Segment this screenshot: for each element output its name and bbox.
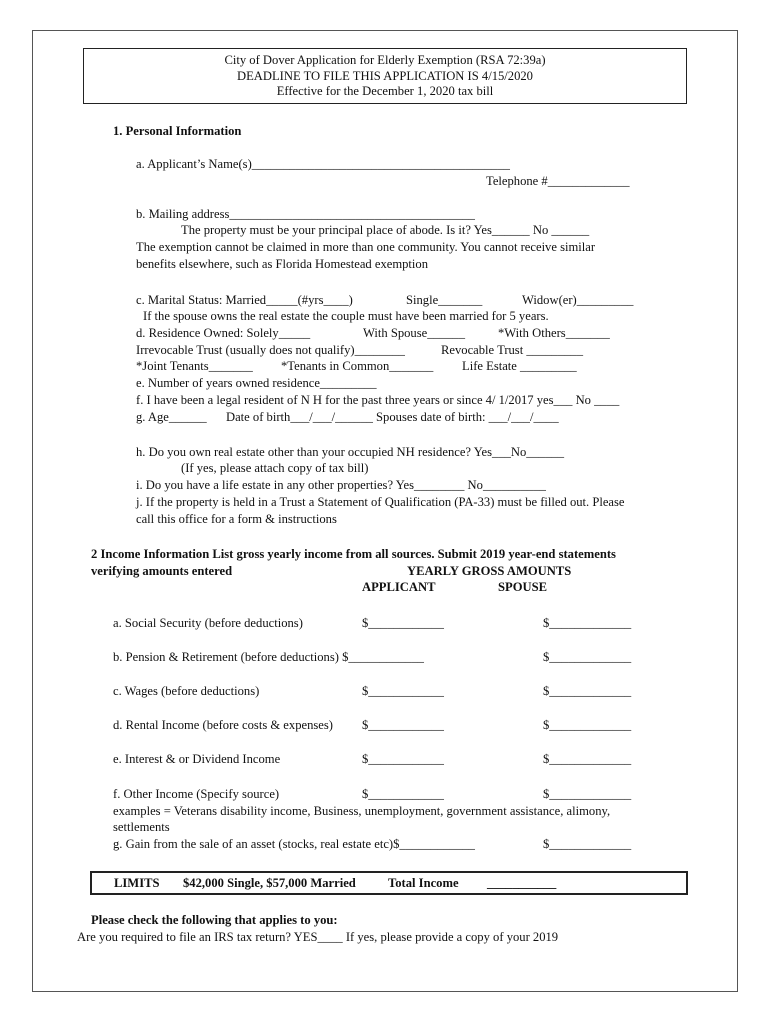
spouse-amount-field[interactable]: $_____________	[543, 837, 632, 851]
spouse-note: If the spouse owns the real estate the couple must have been married for 5 years.	[143, 309, 549, 323]
exemption-note-2: benefits elsewhere, such as Florida Homestead exemption	[136, 257, 429, 271]
income-row-gain[interactable]: g. Gain from the sale of an asset (stocks, real estate etc)$____________	[113, 837, 475, 851]
telephone-field[interactable]: Telephone #_____________	[486, 174, 630, 188]
marital-single-field[interactable]: Single_______	[406, 293, 483, 307]
other-income-examples: examples = Veterans disability income, Business, unemployment, government assistance, alimony,	[113, 804, 611, 818]
spouse-amount-field[interactable]: $_____________	[543, 718, 632, 732]
spouse-amount-field[interactable]: $_____________	[543, 684, 632, 698]
revocable-trust-field[interactable]: Revocable Trust _________	[441, 343, 584, 357]
other-income-examples-2: settlements	[113, 820, 170, 834]
dob-field[interactable]: Date of birth___/___/______ Spouses date of birth: ___/___/____	[226, 410, 559, 424]
life-estate-question[interactable]: i. Do you have a life estate in any other properties? Yes________ No__________	[136, 478, 546, 492]
income-row-wages: c. Wages (before deductions)	[113, 684, 260, 698]
limits-label: LIMITS	[114, 876, 160, 890]
spouse-column-header: SPOUSE	[498, 580, 547, 594]
spouse-amount-field[interactable]: $_____________	[543, 650, 632, 664]
marital-married-field[interactable]: c. Marital Status: Married_____(#yrs____)	[136, 293, 353, 307]
trust-statement-note: j. If the property is held in a Trust a Statement of Qualification (PA-33) must be filled out. Please	[136, 495, 625, 509]
income-row-social-security: a. Social Security (before deductions)	[113, 616, 303, 630]
spouse-amount-field[interactable]: $_____________	[543, 752, 632, 766]
limits-box	[90, 871, 688, 895]
irrevocable-trust-field[interactable]: Irrevocable Trust (usually does not qualify)________	[136, 343, 405, 357]
marital-widow-field[interactable]: Widow(er)_________	[522, 293, 634, 307]
income-row-other: f. Other Income (Specify source)	[113, 787, 280, 801]
applicant-amount-field[interactable]: $____________	[362, 684, 444, 698]
applicant-amount-field[interactable]: $____________	[362, 752, 444, 766]
section-2-subtitle: verifying amounts entered	[91, 564, 233, 578]
applicant-amount-field[interactable]: $____________	[362, 718, 444, 732]
residence-spouse-field[interactable]: With Spouse______	[363, 326, 465, 340]
spouse-amount-field[interactable]: $_____________	[543, 787, 632, 801]
applicant-amount-field[interactable]: $____________	[362, 787, 444, 801]
limits-amounts: $42,000 Single, $57,000 Married	[183, 876, 356, 890]
life-estate-field[interactable]: Life Estate _________	[462, 359, 577, 373]
residence-others-field[interactable]: *With Others_______	[498, 326, 610, 340]
applicant-column-header: APPLICANT	[362, 580, 436, 594]
tenants-common-field[interactable]: *Tenants in Common_______	[281, 359, 434, 373]
age-field[interactable]: g. Age______	[136, 410, 207, 424]
title-line-3: Effective for the December 1, 2020 tax bill	[276, 84, 494, 98]
applicant-amount-field[interactable]: $____________	[362, 616, 444, 630]
legal-resident-field[interactable]: f. I have been a legal resident of N H for the past three years or since 4/ 1/2017 yes___ No ____	[136, 393, 620, 407]
income-row-interest: e. Interest & or Dividend Income	[113, 752, 281, 766]
mailing-address-field[interactable]: b. Mailing address_______________________________________	[136, 207, 475, 221]
section-1-title: 1. Personal Information	[113, 124, 242, 138]
spouse-amount-field[interactable]: $_____________	[543, 616, 632, 630]
title-box	[83, 48, 687, 104]
residence-solely-field[interactable]: d. Residence Owned: Solely_____	[136, 326, 311, 340]
principal-abode-question[interactable]: The property must be your principal place of abode. Is it? Yes______ No ______	[181, 223, 590, 237]
title-line-1: City of Dover Application for Elderly Exemption (RSA 72:39a)	[224, 53, 546, 67]
income-row-pension[interactable]: b. Pension & Retirement (before deductions) $____________	[113, 650, 424, 664]
trust-statement-note-2: call this office for a form & instructions	[136, 512, 337, 526]
yearly-gross-header: YEARLY GROSS AMOUNTS	[407, 564, 572, 578]
irs-return-question[interactable]: Are you required to file an IRS tax return? YES____ If yes, please provide a copy of your 2019	[77, 930, 559, 944]
check-applies-heading: Please check the following that applies to you:	[91, 913, 338, 927]
years-owned-field[interactable]: e. Number of years owned residence_________	[136, 376, 377, 390]
applicant-name-field[interactable]: a. Applicant’s Name(s)_________________________________________	[136, 157, 510, 171]
exemption-note-1: The exemption cannot be claimed in more than one community. You cannot receive similar	[136, 240, 596, 254]
section-2-title: 2 Income Information List gross yearly income from all sources. Submit 2019 year-end statements	[91, 547, 616, 561]
income-row-rental: d. Rental Income (before costs & expenses)	[113, 718, 333, 732]
total-income-label: Total Income	[388, 876, 459, 890]
title-line-2: DEADLINE TO FILE THIS APPLICATION IS 4/15/2020	[237, 68, 533, 83]
joint-tenants-field[interactable]: *Joint Tenants_______	[136, 359, 253, 373]
total-income-field[interactable]: ___________	[487, 876, 557, 890]
other-real-estate-field[interactable]: h. Do you own real estate other than your occupied NH residence? Yes___No______	[136, 445, 565, 459]
tax-bill-note: (If yes, please attach copy of tax bill)	[181, 461, 369, 475]
